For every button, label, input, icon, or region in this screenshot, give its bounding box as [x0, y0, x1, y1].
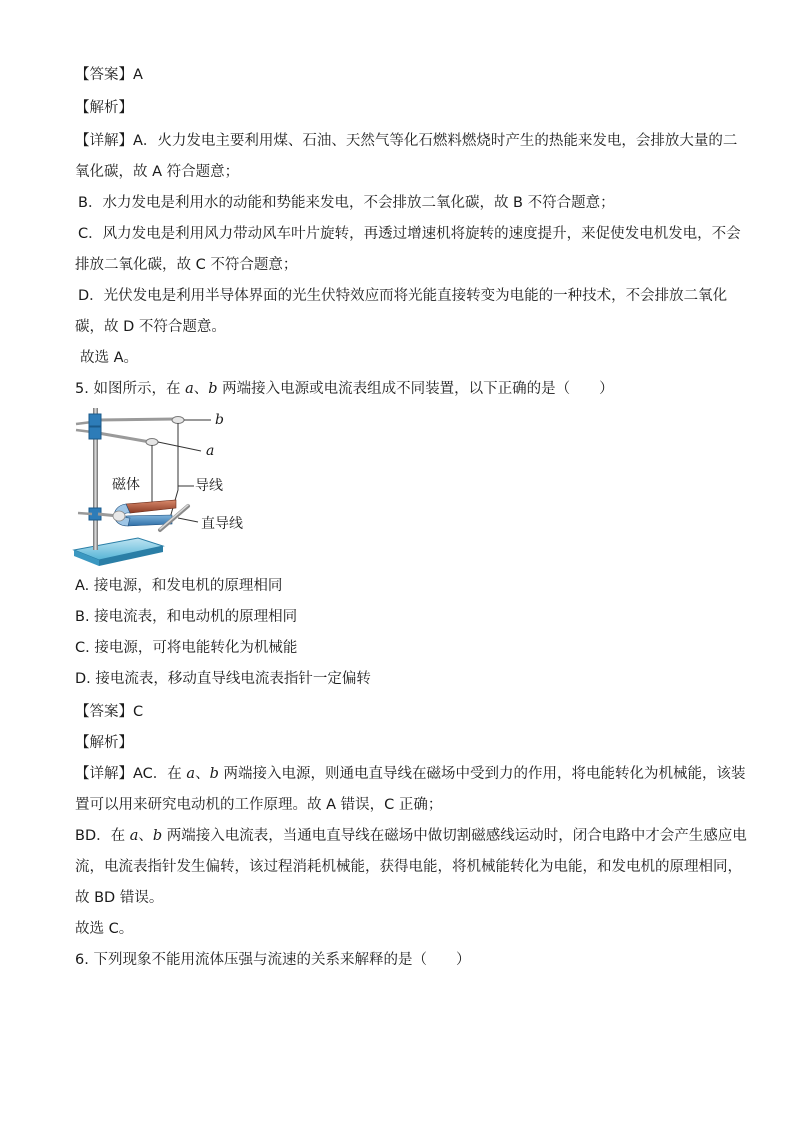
label-a: a: [206, 443, 215, 459]
var-b: b: [208, 381, 218, 397]
answer-c-label: 【答案】C: [75, 704, 144, 720]
option-c: C. 接电源，可将电能转化为机械能: [75, 640, 298, 656]
label-straight-wire: 直导线: [201, 516, 243, 532]
separator: 、: [195, 766, 210, 782]
experiment-figure: [68, 400, 268, 575]
detail-line: 置可以用来研究电动机的工作原理。故 A 错误，C 正确；: [75, 797, 443, 813]
conclusion-line: 故选 C。: [75, 921, 134, 937]
detail-line: 排放二氧化碳，故 C 不符合题意；: [75, 257, 298, 273]
var-a: a: [129, 828, 139, 844]
var-a: a: [185, 381, 194, 397]
wire-to-a: [158, 442, 201, 451]
question-6-stem: 6. 下列现象不能用流体压强与流速的关系来解释的是（ ）: [75, 952, 471, 968]
separator: 、: [193, 381, 209, 397]
stem-text: 5. 如图所示，在: [75, 381, 186, 397]
analysis-label: 【解析】: [75, 735, 133, 751]
conclusion-line: 故选 A。: [80, 350, 139, 366]
lower-rod-extension: [78, 513, 92, 514]
detail-line: 碳，故 D 不符合题意。: [75, 319, 226, 335]
top-rod: [98, 419, 176, 420]
option-b: B. 接电流表，和电动机的原理相同: [75, 609, 298, 625]
detail-bd-line: [75, 826, 747, 846]
detail-option-d: D．光伏发电是利用半导体界面的光生伏特效应而将光能直接转变为电能的一种技术，不会排放二氧化: [78, 288, 728, 304]
var-b: b: [152, 828, 163, 844]
analysis-label: 【解析】: [75, 100, 133, 116]
second-clamp: [89, 427, 101, 439]
detail-text: BD．在: [75, 828, 130, 844]
var-b: b: [209, 766, 219, 782]
detail-text: 【详解】AC．在: [75, 766, 187, 782]
question-5-stem: [75, 379, 614, 399]
magnet-red-arm: [126, 500, 176, 513]
detail-option-b: B．水力发电是利用水的动能和势能来发电，不会排放二氧化碳，故 B 不符合题意；: [78, 195, 615, 211]
detail-line: 【详解】A．火力发电主要利用煤、石油、天然气等化石燃料燃烧时产生的热能来发电，会排放大量的二: [75, 133, 738, 149]
detail-line: 流，电流表指针发生偏转，该过程消耗机械能，获得电能，将机械能转化为电能，和发电机的原理相同，: [75, 859, 742, 875]
var-a: a: [186, 766, 196, 782]
label-magnet: 磁体: [112, 477, 140, 493]
second-rod: [98, 433, 150, 442]
terminal-b: [172, 417, 184, 424]
option-a: A. 接电源，和发电机的原理相同: [75, 578, 283, 594]
detail-text: 两端接入电流表，当通电直导线在磁场中做切割磁感线运动时，闭合电路中才会产生感应电: [162, 828, 747, 844]
straight-wire-leader: [178, 518, 198, 522]
option-d: D. 接电流表，移动直导线电流表指针一定偏转: [75, 671, 371, 687]
magnet-hub: [113, 511, 125, 521]
top-clamp: [89, 414, 101, 426]
detail-line: 故 BD 错误。: [75, 890, 164, 906]
detail-ac-line: [75, 764, 745, 784]
detail-option-c: C．风力发电是利用风力带动风车叶片旋转，再透过增速机将旋转的速度提升，来促使发电机发电，不会: [78, 226, 741, 242]
answer-a-label: 【答案】A: [75, 67, 143, 83]
stem-text: 两端接入电源或电流表组成不同装置，以下正确的是（ ）: [217, 381, 614, 397]
detail-text: 两端接入电源，则通电直导线在磁场中受到力的作用，将电能转化为机械能，该装: [218, 766, 746, 782]
label-b: b: [215, 412, 224, 428]
label-wire: 导线: [195, 478, 223, 494]
detail-line: 氧化碳，故 A 符合题意；: [75, 164, 240, 180]
terminal-a: [146, 439, 158, 446]
separator: 、: [138, 828, 153, 844]
